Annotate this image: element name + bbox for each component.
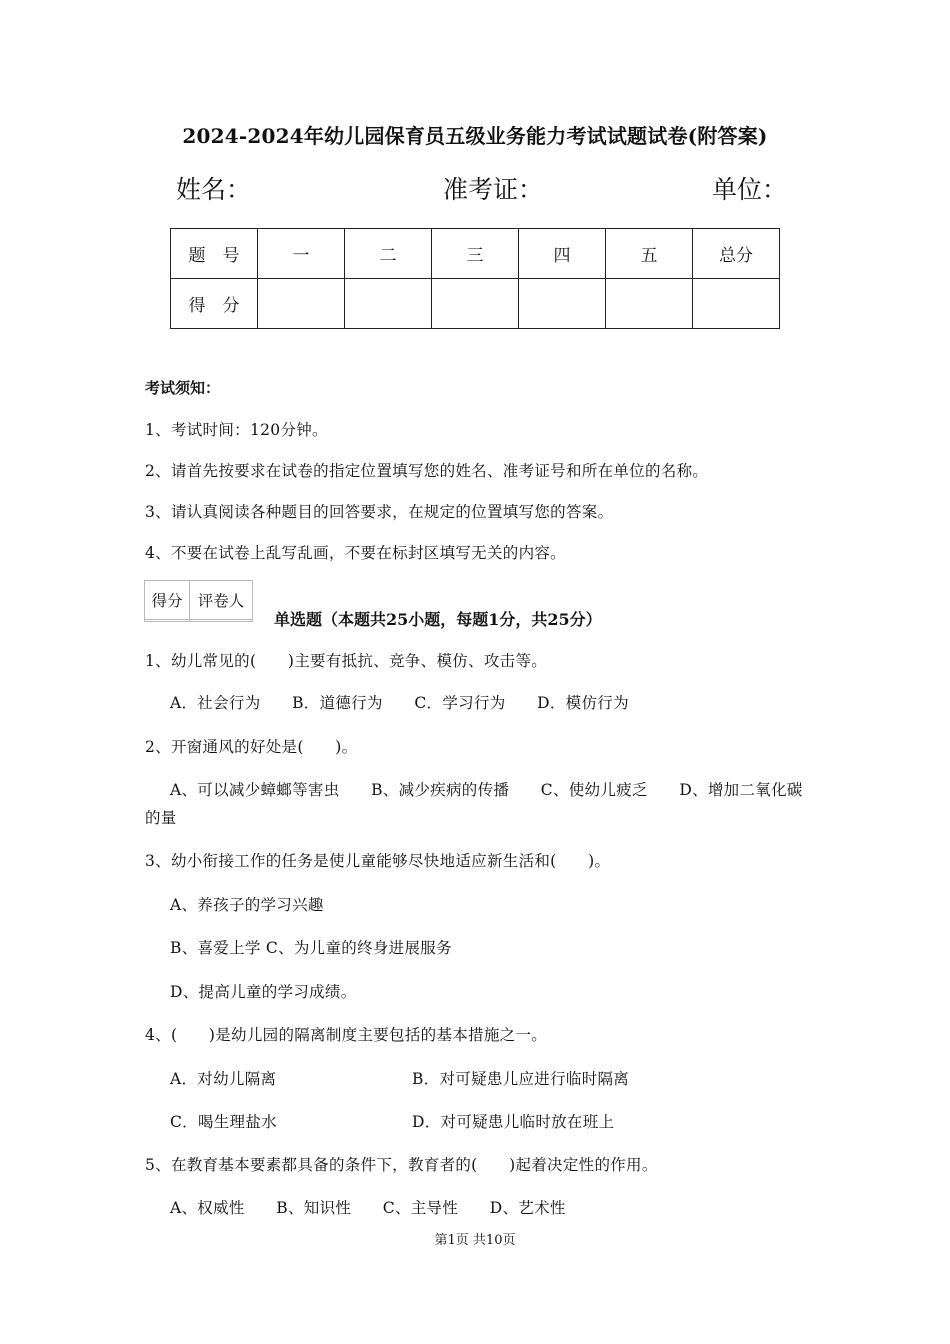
question-stem: 5、在教育基本要素都具备的条件下，教育者的( )起着决定性的作用。 — [145, 1156, 658, 1174]
notice-heading: 考试须知： — [145, 379, 221, 397]
question-option: A．对幼儿隔离 — [170, 1070, 277, 1088]
page-footer: 第1页 共10页 — [434, 1233, 516, 1248]
score-cell[interactable] — [519, 279, 606, 329]
score-cell[interactable] — [258, 279, 345, 329]
question-option: C．喝生理盐水 — [170, 1113, 277, 1131]
question-stem: 4、( )是幼儿园的隔离制度主要包括的基本措施之一。 — [145, 1026, 548, 1044]
grader-box — [144, 580, 253, 622]
score-table-header-cell: 五 — [606, 229, 693, 279]
notice-item: 1、考试时间：120分钟。 — [145, 421, 328, 439]
question-options: A．社会行为 B．道德行为 C．学习行为 D．模仿行为 — [170, 694, 629, 712]
section-heading: 单选题（本题共25小题，每题1分，共25分） — [274, 610, 602, 629]
score-table-header-cell: 一 — [258, 229, 345, 279]
question-stem: 2、开窗通风的好处是( )。 — [145, 738, 358, 756]
question-stem: 1、幼儿常见的( )主要有抵抗、竞争、模仿、攻击等。 — [145, 652, 548, 670]
unit-field-label: 单位： — [712, 175, 788, 204]
score-table-header-cell: 题 号 — [171, 229, 258, 279]
score-table-header-row — [171, 229, 780, 279]
grader-reviewer-cell[interactable] — [190, 620, 253, 622]
score-cell[interactable] — [693, 279, 780, 329]
grader-score-cell[interactable] — [145, 620, 190, 622]
question-option: B．对可疑患儿应进行临时隔离 — [412, 1070, 630, 1088]
score-table-header-cell: 三 — [432, 229, 519, 279]
grader-score-label: 得分 — [145, 581, 190, 620]
exam-id-field-label: 准考证： — [443, 175, 544, 204]
score-cell[interactable] — [606, 279, 693, 329]
question-option: B、喜爱上学 C、为儿童的终身进展服务 — [170, 939, 452, 957]
question-option: A、养孩子的学习兴趣 — [170, 896, 324, 914]
score-cell[interactable] — [432, 279, 519, 329]
exam-title: 2024-2024年幼儿园保育员五级业务能力考试试题试卷(附答案) — [182, 124, 768, 148]
score-table-header-cell: 总分 — [693, 229, 780, 279]
grader-table — [144, 580, 253, 622]
score-table — [170, 228, 780, 329]
score-table-row-label: 得 分 — [171, 279, 258, 329]
question-stem: 3、幼小衔接工作的任务是使儿童能够尽快地适应新生活和( )。 — [145, 852, 611, 870]
notice-item: 3、请认真阅读各种题目的回答要求，在规定的位置填写您的答案。 — [145, 503, 614, 521]
score-table-header-cell: 四 — [519, 229, 606, 279]
score-table-header-cell: 二 — [345, 229, 432, 279]
question-option: D、提高儿童的学习成绩。 — [170, 983, 357, 1001]
notice-item: 2、请首先按要求在试卷的指定位置填写您的姓名、准考证号和所在单位的名称。 — [145, 462, 709, 480]
notice-item: 4、不要在试卷上乱写乱画，不要在标封区填写无关的内容。 — [145, 544, 566, 562]
question-option: D．对可疑患儿临时放在班上 — [412, 1113, 615, 1131]
question-options: A、可以减少蟑螂等害虫 B、减少疾病的传播 C、使幼儿疲乏 D、增加二氧化碳 — [170, 781, 803, 799]
score-cell[interactable] — [345, 279, 432, 329]
question-options-continued: 的量 — [145, 809, 177, 827]
grader-reviewer-label: 评卷人 — [190, 581, 253, 620]
name-field-label: 姓名： — [176, 175, 252, 204]
question-options: A、权威性 B、知识性 C、主导性 D、艺术性 — [170, 1199, 566, 1217]
score-table-score-row — [171, 279, 780, 329]
